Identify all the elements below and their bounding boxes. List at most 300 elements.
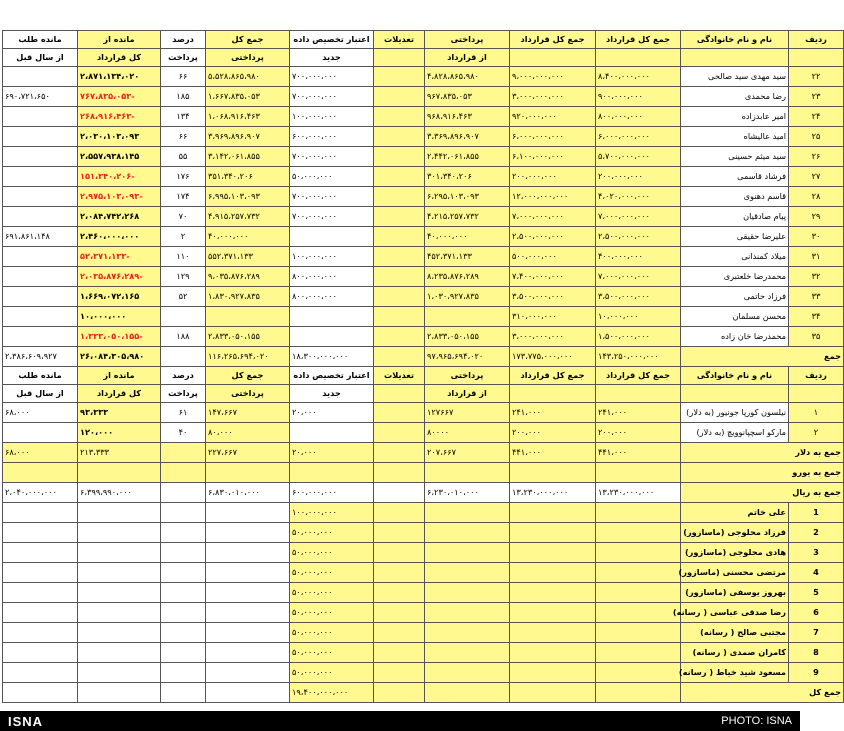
player-cell-pct: ۷۰ [161, 207, 206, 227]
staff-blank-claim [3, 623, 78, 643]
player-cell-pct: ۱۸۸ [161, 327, 206, 347]
staff-blank-tpaid [206, 563, 290, 583]
header-row-bottom-2 [3, 385, 844, 403]
player-cell-paid: ۴،۲۱۵،۲۵۷،۷۳۲ [425, 207, 510, 227]
currency-cell-pct [161, 443, 206, 463]
staff-name: کامران صمدی ( رسانه) [681, 643, 789, 663]
player-cell-tc1: ۹۰۰،۰۰۰،۰۰۰ [596, 87, 681, 107]
staff-total-blank-tpaid [206, 683, 290, 703]
player-cell-remain: ۲،۵۵۷،۹۳۸،۱۴۵ [78, 147, 161, 167]
player-cell-tc1: ۲۰۰،۰۰۰،۰۰۰ [596, 167, 681, 187]
player-cell-tpaid: ۱،۸۳۰،۹۲۷،۸۳۵ [206, 287, 290, 307]
player-cell-remain: -۲۶۸،۹۱۶،۴۶۳ [78, 107, 161, 127]
player-cell-tc1: ۴۰۰،۰۰۰،۰۰۰ [596, 247, 681, 267]
foreign-cell-tpaid: ۱۴۷،۶۶۷ [206, 403, 290, 423]
staff-blank-pct [161, 663, 206, 683]
staff-amount: ۵۰،۰۰۰،۰۰۰ [290, 663, 374, 683]
player-row [3, 267, 844, 287]
player-cell-paid: ۴،۸۲۸،۸۶۵،۹۸۰ [425, 67, 510, 87]
player-cell-paid [425, 307, 510, 327]
currency-cell-adj [374, 443, 425, 463]
header-radif-sub [789, 49, 844, 67]
staff-empty-tc2 [510, 623, 596, 643]
staff-blank-remain [78, 563, 161, 583]
player-cell-pct: ۶۶ [161, 127, 206, 147]
staff-blank-remain [78, 663, 161, 683]
player-cell-credit: ۱۰۰،۰۰۰،۰۰۰ [290, 107, 374, 127]
player-cell-radif: ۳۱ [789, 247, 844, 267]
contracts-table [2, 30, 844, 703]
player-cell-pct: ۱۷۴ [161, 187, 206, 207]
currency-cell-credit: ۲۰،۰۰۰ [290, 443, 374, 463]
photo-credit-bar [0, 711, 800, 731]
staff-blank-pct [161, 503, 206, 523]
staff-empty-adj [374, 543, 425, 563]
player-cell-claim [3, 327, 78, 347]
player-cell-paid: ۶،۲۹۵،۱۰۳،۰۹۳ [425, 187, 510, 207]
header-paid-sub: از قرارداد [425, 49, 510, 67]
currency-cell-pct [161, 463, 206, 483]
player-cell-tpaid: ۱،۰۶۸،۹۱۶،۴۶۳ [206, 107, 290, 127]
total-cell-paid: ۹۷،۹۶۵،۶۹۴،۰۲۰ [425, 347, 510, 367]
player-cell-tc2: ۳،۵۰۰،۰۰۰،۰۰۰ [510, 287, 596, 307]
staff-radif: 4 [789, 563, 844, 583]
staff-amount: ۵۰،۰۰۰،۰۰۰ [290, 623, 374, 643]
staff-amount: ۵۰،۰۰۰،۰۰۰ [290, 603, 374, 623]
header-adjust-sub [374, 49, 425, 67]
staff-name: بهروز یوسفی (ماسازور) [681, 583, 789, 603]
player-cell-adj [374, 87, 425, 107]
header-radif: ردیف [789, 31, 844, 49]
header-remain-sub: کل قرارداد [78, 385, 161, 403]
staff-empty-tc1 [596, 563, 681, 583]
staff-blank-pct [161, 543, 206, 563]
player-cell-tc2: ۳،۰۰۰،۰۰۰،۰۰۰ [510, 327, 596, 347]
player-cell-name: فرزاد حاتمی [681, 287, 789, 307]
player-cell-pct: ۵۵ [161, 147, 206, 167]
staff-total-empty-adj [374, 683, 425, 703]
player-cell-claim [3, 267, 78, 287]
header-percent: درصد [161, 31, 206, 49]
player-row [3, 207, 844, 227]
player-cell-remain: -۲،۰۳۵،۸۷۶،۲۸۹ [78, 267, 161, 287]
player-cell-tpaid: ۳،۹۶۹،۸۹۶،۹۰۷ [206, 127, 290, 147]
staff-blank-tpaid [206, 583, 290, 603]
currency-total-row [3, 483, 844, 503]
player-cell-pct [161, 307, 206, 327]
header-percent-sub: پرداخت [161, 49, 206, 67]
staff-blank-pct [161, 623, 206, 643]
currency-cell-tc2: ۱۳،۲۳۰،۰۰۰،۰۰۰ [510, 483, 596, 503]
header-claim: مانده طلب [3, 31, 78, 49]
staff-name: مجتبی صالح ( رسانه) [681, 623, 789, 643]
player-cell-tc1: ۱،۵۰۰،۰۰۰،۰۰۰ [596, 327, 681, 347]
player-cell-claim [3, 247, 78, 267]
player-cell-name: رضا محمدی [681, 87, 789, 107]
header-remain-sub: کل قرارداد [78, 49, 161, 67]
player-cell-credit: ۵۰،۰۰۰،۰۰۰ [290, 167, 374, 187]
header-total-contract: جمع کل قرارداد [596, 367, 681, 385]
staff-blank-tpaid [206, 503, 290, 523]
foreign-cell-tpaid: ۸۰،۰۰۰ [206, 423, 290, 443]
player-cell-tpaid: ۴،۹۱۵،۲۵۷،۷۳۲ [206, 207, 290, 227]
player-cell-paid: ۲،۸۳۳،۰۵۰،۱۵۵ [425, 327, 510, 347]
player-cell-pct: ۵۲ [161, 287, 206, 307]
foreign-cell-paid: ۸۰۰۰۰ [425, 423, 510, 443]
player-cell-credit: ۸۰۰،۰۰۰،۰۰۰ [290, 267, 374, 287]
photo-credit: PHOTO: ISNA [721, 715, 792, 727]
header-credit-sub: جدید [290, 385, 374, 403]
header-adjust: تعدیلات [374, 367, 425, 385]
player-cell-claim [3, 147, 78, 167]
player-cell-adj [374, 327, 425, 347]
total-row [3, 347, 844, 367]
player-cell-pct: ۱۸۵ [161, 87, 206, 107]
staff-empty-tc1 [596, 603, 681, 623]
staff-amount: ۵۰،۰۰۰،۰۰۰ [290, 563, 374, 583]
player-cell-radif: ۲۹ [789, 207, 844, 227]
player-cell-remain: -۱۵۱،۳۴۰،۲۰۶ [78, 167, 161, 187]
player-cell-claim: ۶۹۱،۸۶۱،۱۴۸ [3, 227, 78, 247]
player-cell-radif: ۳۳ [789, 287, 844, 307]
player-cell-credit: ۷۰۰،۰۰۰،۰۰۰ [290, 147, 374, 167]
header-total-paid-sub: پرداختی [206, 385, 290, 403]
player-cell-tpaid: ۲،۸۳۳،۰۵۰،۱۵۵ [206, 327, 290, 347]
staff-empty-tc1 [596, 623, 681, 643]
staff-blank-pct [161, 603, 206, 623]
foreign-cell-pct: ۴۰ [161, 423, 206, 443]
staff-empty-tc2 [510, 603, 596, 623]
staff-blank-remain [78, 523, 161, 543]
player-cell-name: میلاد کمندانی [681, 247, 789, 267]
staff-empty-adj [374, 503, 425, 523]
player-cell-credit [290, 227, 374, 247]
staff-total-row [3, 683, 844, 703]
header-claim-sub: از سال قبل [3, 49, 78, 67]
staff-blank-pct [161, 583, 206, 603]
header-total-paid: جمع کل [206, 367, 290, 385]
staff-empty-tc1 [596, 643, 681, 663]
staff-blank-tpaid [206, 643, 290, 663]
staff-empty-adj [374, 663, 425, 683]
header-row-top-2 [3, 367, 844, 385]
staff-blank-remain [78, 583, 161, 603]
currency-cell-tc2 [510, 463, 596, 483]
staff-blank-claim [3, 563, 78, 583]
staff-empty-paid [425, 623, 510, 643]
header-row-bottom-1 [3, 49, 844, 67]
staff-empty-tc1 [596, 543, 681, 563]
foreign-cell-adj [374, 403, 425, 423]
staff-empty-paid [425, 503, 510, 523]
header-total-paid-sub: پرداختی [206, 49, 290, 67]
player-cell-pct: ۲ [161, 227, 206, 247]
total-cell-adj [374, 347, 425, 367]
header-total-contract-2-sub [510, 49, 596, 67]
player-cell-pct: ۱۲۹ [161, 267, 206, 287]
player-cell-remain: ۱،۶۶۹،۰۷۲،۱۶۵ [78, 287, 161, 307]
currency-cell-tpaid [206, 463, 290, 483]
player-cell-adj [374, 167, 425, 187]
foreign-cell-tc1: ۲۰۰،۰۰۰ [596, 423, 681, 443]
foreign-cell-paid: ۱۲۷۶۶۷ [425, 403, 510, 423]
staff-name: مسعود شید خیاط ( رسانه) [681, 663, 789, 683]
header-percent: درصد [161, 367, 206, 385]
currency-cell-paid [425, 463, 510, 483]
currency-cell-remain: ۲۱۳،۳۳۳ [78, 443, 161, 463]
currency-cell-tc1: ۱۳،۲۳۰،۰۰۰،۰۰۰ [596, 483, 681, 503]
player-cell-tc2: ۹،۰۰۰،۰۰۰،۰۰۰ [510, 67, 596, 87]
staff-amount: ۵۰،۰۰۰،۰۰۰ [290, 643, 374, 663]
staff-empty-paid [425, 603, 510, 623]
staff-blank-tpaid [206, 663, 290, 683]
player-cell-remain: ۲،۴۶۰،۰۰۰،۰۰۰ [78, 227, 161, 247]
staff-radif: 9 [789, 663, 844, 683]
staff-amount: ۱۰۰،۰۰۰،۰۰۰ [290, 503, 374, 523]
currency-cell-remain [78, 463, 161, 483]
staff-empty-adj [374, 643, 425, 663]
header-name: نام و نام خانوادگی [681, 31, 789, 49]
foreign-cell-remain: ۹۳،۳۳۳ [78, 403, 161, 423]
staff-empty-paid [425, 663, 510, 683]
player-cell-name: امیر عابدزاده [681, 107, 789, 127]
player-cell-tpaid: ۳،۱۴۲،۰۶۱،۸۵۵ [206, 147, 290, 167]
staff-name: هادی محلوجی (ماسازور) [681, 543, 789, 563]
foreign-cell-radif: ۲ [789, 423, 844, 443]
header-radif: ردیف [789, 367, 844, 385]
foreign-cell-tc2: ۲۰۰،۰۰۰ [510, 423, 596, 443]
player-cell-remain: ۲،۰۳۰،۱۰۳،۰۹۳ [78, 127, 161, 147]
staff-row [3, 563, 844, 583]
player-row [3, 147, 844, 167]
staff-blank-claim [3, 503, 78, 523]
staff-empty-adj [374, 563, 425, 583]
header-claim-sub: از سال قبل [3, 385, 78, 403]
staff-blank-pct [161, 523, 206, 543]
header-name-sub [681, 385, 789, 403]
player-cell-credit: ۱۰۰،۰۰۰،۰۰۰ [290, 247, 374, 267]
player-cell-radif: ۲۶ [789, 147, 844, 167]
staff-blank-tpaid [206, 603, 290, 623]
player-cell-name: محمدرضا خلعتبری [681, 267, 789, 287]
player-cell-tc2: ۳۱۰،۰۰۰،۰۰۰ [510, 307, 596, 327]
header-paid: پرداختی [425, 367, 510, 385]
staff-radif: 5 [789, 583, 844, 603]
staff-empty-paid [425, 583, 510, 603]
staff-total-amount: ۱۹،۴۰۰،۰۰۰،۰۰۰ [290, 683, 374, 703]
header-paid: پرداختی [425, 31, 510, 49]
currency-cell-credit: ۶۰۰،۰۰۰،۰۰۰ [290, 483, 374, 503]
player-cell-credit: ۸۰۰،۰۰۰،۰۰۰ [290, 287, 374, 307]
foreign-cell-tc2: ۲۴۱،۰۰۰ [510, 403, 596, 423]
staff-blank-claim [3, 583, 78, 603]
total-cell-tc2: ۱۷۳،۷۷۵،۰۰۰،۰۰۰ [510, 347, 596, 367]
staff-total-blank-pct [161, 683, 206, 703]
staff-blank-claim [3, 603, 78, 623]
player-cell-paid: ۳۰۱،۳۴۰،۲۰۶ [425, 167, 510, 187]
player-row [3, 287, 844, 307]
header-total-contract-sub [596, 385, 681, 403]
player-cell-claim [3, 187, 78, 207]
staff-row [3, 523, 844, 543]
staff-total-blank-remain [78, 683, 161, 703]
total-cell-claim: ۲،۳۸۶،۶۰۹،۹۲۷ [3, 347, 78, 367]
foreign-cell-name: نیلسون کورپا جونیور (به دلار) [681, 403, 789, 423]
staff-empty-tc1 [596, 663, 681, 683]
player-cell-paid: ۲،۴۴۲،۰۶۱،۸۵۵ [425, 147, 510, 167]
staff-name: رضا صدقی عباسی ( رسانه) [681, 603, 789, 623]
foreign-cell-radif: ۱ [789, 403, 844, 423]
player-cell-paid: ۳،۳۶۹،۸۹۶،۹۰۷ [425, 127, 510, 147]
player-cell-adj [374, 207, 425, 227]
currency-cell-tc1: ۴۴۱،۰۰۰ [596, 443, 681, 463]
player-cell-remain: ۲،۸۷۱،۱۳۴،۰۲۰ [78, 67, 161, 87]
player-cell-tc2: ۵۰۰،۰۰۰،۰۰۰ [510, 247, 596, 267]
player-cell-radif: ۲۲ [789, 67, 844, 87]
player-cell-claim [3, 207, 78, 227]
player-cell-tc1: ۱۰،۰۰۰،۰۰۰ [596, 307, 681, 327]
player-cell-name: محمدرضا خان زاده [681, 327, 789, 347]
total-cell-credit: ۱۸،۳۰۰،۰۰۰،۰۰۰ [290, 347, 374, 367]
player-cell-adj [374, 307, 425, 327]
foreign-cell-claim: ۶۸،۰۰۰ [3, 403, 78, 423]
staff-empty-adj [374, 623, 425, 643]
player-cell-tc1: ۷،۰۰۰،۰۰۰،۰۰۰ [596, 207, 681, 227]
player-cell-claim [3, 307, 78, 327]
staff-empty-tc2 [510, 523, 596, 543]
player-cell-credit: ۷۰۰،۰۰۰،۰۰۰ [290, 67, 374, 87]
player-cell-radif: ۲۷ [789, 167, 844, 187]
staff-empty-tc1 [596, 523, 681, 543]
header-adjust-sub [374, 385, 425, 403]
player-cell-credit: ۷۰۰،۰۰۰،۰۰۰ [290, 187, 374, 207]
currency-total-row [3, 443, 844, 463]
total-cell-remain: ۲۶،۰۸۴،۳۰۵،۹۸۰ [78, 347, 161, 367]
header-remain: مانده از [78, 367, 161, 385]
currency-cell-adj [374, 483, 425, 503]
player-cell-tc1: ۴،۰۲۰،۰۰۰،۰۰۰ [596, 187, 681, 207]
staff-empty-tc1 [596, 503, 681, 523]
player-cell-radif: ۲۴ [789, 107, 844, 127]
currency-cell-tpaid: ۶،۸۳۰،۰۱۰،۰۰۰ [206, 483, 290, 503]
player-cell-name: فرشاد قاسمی [681, 167, 789, 187]
staff-empty-paid [425, 563, 510, 583]
currency-cell-adj [374, 463, 425, 483]
staff-empty-tc2 [510, 643, 596, 663]
header-percent-sub: پرداخت [161, 385, 206, 403]
total-cell-tc1: ۱۴۳،۲۵۰،۰۰۰،۰۰۰ [596, 347, 681, 367]
player-cell-tc1: ۳،۵۰۰،۰۰۰،۰۰۰ [596, 287, 681, 307]
header-claim: مانده طلب [3, 367, 78, 385]
foreign-cell-tc1: ۲۴۱،۰۰۰ [596, 403, 681, 423]
staff-blank-claim [3, 663, 78, 683]
player-row [3, 67, 844, 87]
staff-blank-pct [161, 643, 206, 663]
staff-amount: ۵۰،۰۰۰،۰۰۰ [290, 543, 374, 563]
player-cell-remain: -۵۲،۳۷۱،۱۳۳ [78, 247, 161, 267]
player-cell-pct: ۱۱۰ [161, 247, 206, 267]
header-name-sub [681, 49, 789, 67]
staff-total-blank-claim [3, 683, 78, 703]
player-cell-radif: ۳۵ [789, 327, 844, 347]
currency-cell-remain: ۶،۳۹۹،۹۹۰،۰۰۰ [78, 483, 161, 503]
player-row [3, 107, 844, 127]
player-cell-tpaid: ۴۰،۰۰۰،۰۰۰ [206, 227, 290, 247]
staff-empty-adj [374, 523, 425, 543]
player-cell-adj [374, 287, 425, 307]
currency-cell-claim: ۶۸،۰۰۰ [3, 443, 78, 463]
staff-empty-tc1 [596, 583, 681, 603]
player-cell-radif: ۲۸ [789, 187, 844, 207]
currency-cell-tc2: ۴۴۱،۰۰۰ [510, 443, 596, 463]
player-cell-tpaid: ۵،۵۲۸،۸۶۵،۹۸۰ [206, 67, 290, 87]
player-row [3, 127, 844, 147]
staff-amount: ۵۰،۰۰۰،۰۰۰ [290, 583, 374, 603]
staff-radif: 8 [789, 643, 844, 663]
currency-cell-credit [290, 463, 374, 483]
foreign-cell-claim [3, 423, 78, 443]
currency-cell-tc1 [596, 463, 681, 483]
foreign-cell-credit: ۲۰،۰۰۰ [290, 403, 374, 423]
player-cell-name: امید عالیشاه [681, 127, 789, 147]
player-cell-tc2: ۶،۱۰۰،۰۰۰،۰۰۰ [510, 147, 596, 167]
player-cell-pct: ۱۷۶ [161, 167, 206, 187]
player-cell-name: قاسم دهنوی [681, 187, 789, 207]
player-cell-paid: ۴۵۲،۳۷۱،۱۳۳ [425, 247, 510, 267]
player-cell-tc2: ۲۰۰،۰۰۰،۰۰۰ [510, 167, 596, 187]
staff-total-empty-tc1 [596, 683, 681, 703]
player-cell-remain: -۱،۳۳۳،۰۵۰،۱۵۵ [78, 327, 161, 347]
header-total-contract-sub [596, 49, 681, 67]
currency-cell-tpaid: ۲۲۷،۶۶۷ [206, 443, 290, 463]
staff-empty-tc2 [510, 563, 596, 583]
staff-blank-remain [78, 603, 161, 623]
player-cell-tc2: ۶،۰۰۰،۰۰۰،۰۰۰ [510, 127, 596, 147]
player-cell-name: سید مهدی سید صالحی [681, 67, 789, 87]
player-row [3, 227, 844, 247]
header-total-contract: جمع کل قرارداد [596, 31, 681, 49]
player-cell-tc2: ۹۲۰،۰۰۰،۰۰۰ [510, 107, 596, 127]
header-credit-sub: جدید [290, 49, 374, 67]
staff-radif: 1 [789, 503, 844, 523]
player-cell-adj [374, 267, 425, 287]
currency-cell-paid: ۶،۲۳۰،۰۱۰،۰۰۰ [425, 483, 510, 503]
staff-row [3, 623, 844, 643]
player-cell-claim [3, 167, 78, 187]
header-total-paid: جمع کل [206, 31, 290, 49]
staff-empty-paid [425, 523, 510, 543]
header-paid-sub: از قرارداد [425, 385, 510, 403]
player-cell-paid: ۹۶۸،۹۱۶،۴۶۳ [425, 107, 510, 127]
header-radif-sub [789, 385, 844, 403]
player-cell-tc1: ۷،۰۰۰،۰۰۰،۰۰۰ [596, 267, 681, 287]
player-row [3, 187, 844, 207]
foreign-cell-remain: ۱۲۰،۰۰۰ [78, 423, 161, 443]
player-cell-tc2: ۷،۴۰۰،۰۰۰،۰۰۰ [510, 267, 596, 287]
foreign-cell-name: مارکو اسچپانوویچ (به دلار) [681, 423, 789, 443]
currency-total-label: جمع به یورو [681, 463, 844, 483]
staff-blank-tpaid [206, 523, 290, 543]
player-cell-radif: ۳۰ [789, 227, 844, 247]
total-cell-pct [161, 347, 206, 367]
staff-radif: 6 [789, 603, 844, 623]
player-cell-tpaid: ۳۵۱،۳۴۰،۲۰۶ [206, 167, 290, 187]
staff-name: فرزاد محلوجی (ماسازور) [681, 523, 789, 543]
player-cell-claim [3, 107, 78, 127]
player-cell-paid: ۹۶۷،۸۳۵،۰۵۳ [425, 87, 510, 107]
player-cell-adj [374, 227, 425, 247]
player-cell-pct: ۶۶ [161, 67, 206, 87]
